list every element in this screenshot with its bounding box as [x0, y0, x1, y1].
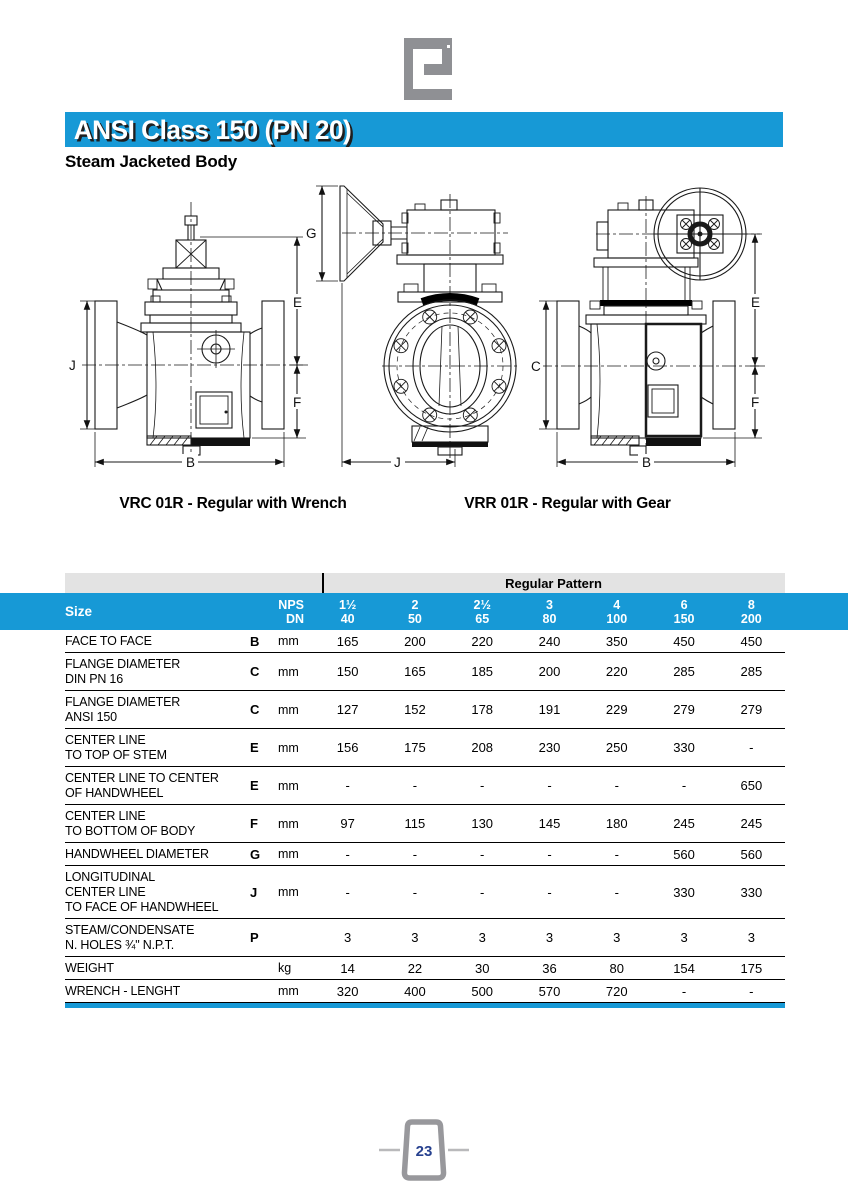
technical-drawings — [60, 180, 800, 478]
dim-label-e: E — [293, 295, 303, 310]
row-letter: C — [250, 702, 260, 717]
table-cell-9-1: 22 — [407, 960, 423, 976]
table-cell-4-5: - — [681, 778, 687, 793]
page-subtitle: Steam Jacketed Body — [65, 152, 237, 171]
table-header-row — [0, 593, 848, 630]
row-label: CENTER LINE TO BOTTOM OF BODY — [65, 808, 196, 838]
row-letter: P — [250, 930, 259, 945]
table-cell-8-5: 3 — [680, 930, 688, 945]
dim-label-j: J — [69, 358, 76, 373]
table-cell-6-4: - — [614, 846, 619, 862]
row-letter: F — [250, 816, 258, 831]
row-label: CENTER LINE TO CENTER OF HANDWHEEL — [65, 770, 219, 800]
dim-label-c: C — [531, 359, 541, 374]
table-cell-10-1: 400 — [404, 983, 426, 999]
table-cell-3-0: 156 — [336, 740, 359, 755]
row-unit: mm — [278, 885, 299, 899]
row-letter: E — [250, 778, 259, 793]
table-cell-7-2: - — [480, 884, 485, 900]
row-label: HANDWHEEL DIAMETER — [65, 846, 209, 861]
table-cell-8-3: 3 — [545, 930, 554, 945]
table-row-8 — [65, 919, 785, 957]
row-label: FLANGE DIAMETER ANSI 150 — [65, 694, 181, 724]
row-unit: kg — [278, 961, 292, 975]
table-cell-5-0: 97 — [340, 816, 355, 831]
table-cell-7-5: 330 — [673, 884, 695, 900]
dim-label-b2: B — [642, 455, 652, 470]
table-cell-3-2: 208 — [471, 740, 494, 755]
table-cell-1-0: 150 — [336, 664, 359, 679]
size-col-header-0: 1½ 40 — [338, 597, 357, 626]
table-cell-4-2: - — [480, 778, 485, 793]
table-cell-3-6: - — [749, 740, 754, 755]
table-group-band — [65, 573, 785, 593]
table-cell-1-4: 220 — [605, 664, 628, 679]
table-cell-8-6: 3 — [747, 930, 755, 945]
table-cell-6-6: 560 — [740, 846, 763, 862]
row-label: WEIGHT — [65, 960, 114, 975]
table-cell-4-6: 650 — [740, 778, 763, 793]
table-bottom-rule — [65, 1003, 785, 1008]
table-cell-8-4: 3 — [613, 930, 621, 945]
row-label: WRENCH - LENGHT — [65, 983, 181, 998]
table-cell-3-3: 230 — [538, 740, 561, 755]
size-col-header-3: 3 80 — [542, 597, 557, 626]
table-cell-10-6: - — [749, 983, 754, 999]
table-cell-5-6: 245 — [740, 816, 763, 831]
row-unit: mm — [278, 634, 299, 648]
table-cell-2-4: 229 — [605, 702, 628, 717]
drawing-vrc-front — [303, 186, 518, 470]
row-unit: mm — [278, 664, 299, 679]
table-row-5 — [65, 805, 785, 843]
title-bar — [65, 112, 783, 147]
row-unit: mm — [278, 778, 299, 793]
table-cell-6-0: - — [345, 846, 350, 862]
dim-label-b: B — [186, 455, 196, 470]
table-cell-6-1: - — [412, 846, 418, 862]
table-cell-9-3: 36 — [542, 960, 557, 976]
group-header: Regular Pattern — [505, 576, 602, 591]
dim-label-f: F — [293, 395, 302, 410]
table-cell-7-4: - — [614, 884, 619, 900]
table-cell-8-1: 3 — [411, 930, 419, 945]
drawing-vrc-side — [66, 202, 308, 470]
table-cell-4-3: - — [547, 778, 552, 793]
table-cell-7-6: 330 — [740, 884, 763, 900]
table-cell-1-2: 185 — [471, 664, 494, 679]
table-cell-0-0: 165 — [336, 633, 359, 649]
table-cell-10-3: 570 — [538, 983, 561, 999]
table-cell-4-4: - — [614, 778, 619, 793]
row-label: STEAM/CONDENSATE N. HOLES ¾" N.P.T. — [65, 922, 195, 952]
table-cell-0-1: 200 — [404, 633, 426, 649]
table-cell-7-0: - — [345, 884, 350, 900]
row-letter: J — [250, 884, 258, 900]
size-col-header-2: 2½ 65 — [473, 597, 491, 626]
table-cell-4-1: - — [412, 778, 418, 793]
table-row-2 — [65, 691, 785, 729]
caption-vrr: VRR 01R - Regular with Gear — [464, 495, 671, 512]
table-cell-3-1: 175 — [404, 740, 426, 755]
table-cell-8-2: 3 — [478, 930, 486, 945]
table-cell-5-2: 130 — [471, 816, 494, 831]
table-cell-9-5: 154 — [673, 960, 695, 976]
table-cell-0-3: 240 — [538, 633, 561, 649]
dim-label-e2: E — [751, 295, 761, 310]
table-cell-7-1: - — [412, 884, 418, 900]
table-row-3 — [65, 729, 785, 767]
table-cell-1-3: 200 — [538, 664, 561, 679]
table-cell-4-0: - — [345, 778, 350, 793]
npsdn-header: NPS DN — [278, 597, 304, 626]
table-cell-1-1: 165 — [404, 664, 426, 679]
table-cell-10-2: 500 — [471, 983, 494, 999]
row-label: FACE TO FACE — [65, 633, 152, 648]
table-cell-2-2: 178 — [471, 702, 494, 717]
table-cell-6-5: 560 — [673, 846, 695, 862]
table-cell-5-3: 145 — [538, 816, 561, 831]
table-cell-10-5: - — [681, 983, 687, 999]
row-label: LONGITUDINAL CENTER LINE TO FACE OF HANDWHEEL — [65, 869, 219, 914]
table-cell-9-2: 30 — [474, 960, 490, 976]
row-unit: mm — [278, 702, 299, 717]
dim-label-f2: F — [751, 395, 760, 410]
table-cell-8-0: 3 — [344, 930, 352, 945]
table-cell-2-5: 279 — [673, 702, 695, 717]
table-cell-3-4: 250 — [605, 740, 628, 755]
table-cell-0-4: 350 — [605, 633, 628, 649]
table-cell-5-1: 115 — [404, 816, 426, 831]
size-col-header-6: 8 200 — [740, 597, 762, 626]
table-row-9 — [65, 957, 785, 980]
dim-label-g: G — [306, 226, 317, 241]
table-row-10 — [65, 980, 785, 1003]
table-cell-10-0: 320 — [336, 983, 359, 999]
row-letter: G — [250, 846, 261, 862]
row-unit: mm — [278, 847, 299, 861]
row-letter: C — [250, 664, 260, 679]
size-col-header-4: 4 100 — [606, 597, 628, 626]
page-title: ANSI Class 150 (PN 20) — [73, 115, 352, 145]
table-cell-6-2: - — [480, 846, 485, 862]
row-letter: E — [250, 740, 259, 755]
table-row-7 — [65, 866, 785, 919]
table-cell-0-2: 220 — [471, 633, 494, 649]
page-number-marker — [379, 1118, 469, 1188]
row-letter: B — [250, 633, 260, 649]
table-cell-9-0: 14 — [340, 960, 355, 976]
row-label: FLANGE DIAMETER DIN PN 16 — [65, 656, 181, 686]
table-cell-5-5: 245 — [673, 816, 695, 831]
table-body — [65, 630, 785, 1008]
table-cell-1-5: 285 — [673, 664, 695, 679]
table-cell-5-4: 180 — [605, 816, 628, 831]
table-row-0 — [65, 630, 785, 653]
table-cell-0-5: 450 — [673, 633, 695, 649]
size-col-header-1: 2 50 — [407, 597, 422, 626]
table-cell-9-4: 80 — [609, 960, 625, 976]
row-unit: mm — [278, 816, 299, 831]
table-cell-7-3: - — [547, 884, 552, 900]
page-number: 23 — [415, 1143, 433, 1160]
dim-label-j2: J — [394, 455, 401, 470]
drawing-vrr-side — [528, 188, 766, 470]
table-cell-2-1: 152 — [404, 702, 426, 717]
table-cell-10-4: 720 — [605, 983, 628, 999]
row-unit: mm — [278, 740, 299, 755]
table-cell-9-6: 175 — [740, 960, 763, 976]
size-header: Size — [65, 604, 93, 619]
size-col-header-5: 6 150 — [673, 597, 695, 626]
table-cell-0-6: 450 — [740, 633, 763, 649]
table-cell-2-0: 127 — [336, 702, 359, 717]
table-cell-2-6: 279 — [740, 702, 763, 717]
row-unit: mm — [278, 984, 299, 998]
row-label: CENTER LINE TO TOP OF STEM — [65, 732, 167, 762]
brand-logo — [404, 38, 452, 100]
table-cell-6-3: - — [547, 846, 552, 862]
table-cell-2-3: 191 — [538, 702, 561, 717]
table-cell-1-6: 285 — [740, 664, 763, 679]
table-row-4 — [65, 767, 785, 805]
table-row-6 — [65, 843, 785, 866]
table-cell-3-5: 330 — [673, 740, 695, 755]
table-row-1 — [65, 653, 785, 691]
caption-vrc: VRC 01R - Regular with Wrench — [119, 495, 347, 512]
